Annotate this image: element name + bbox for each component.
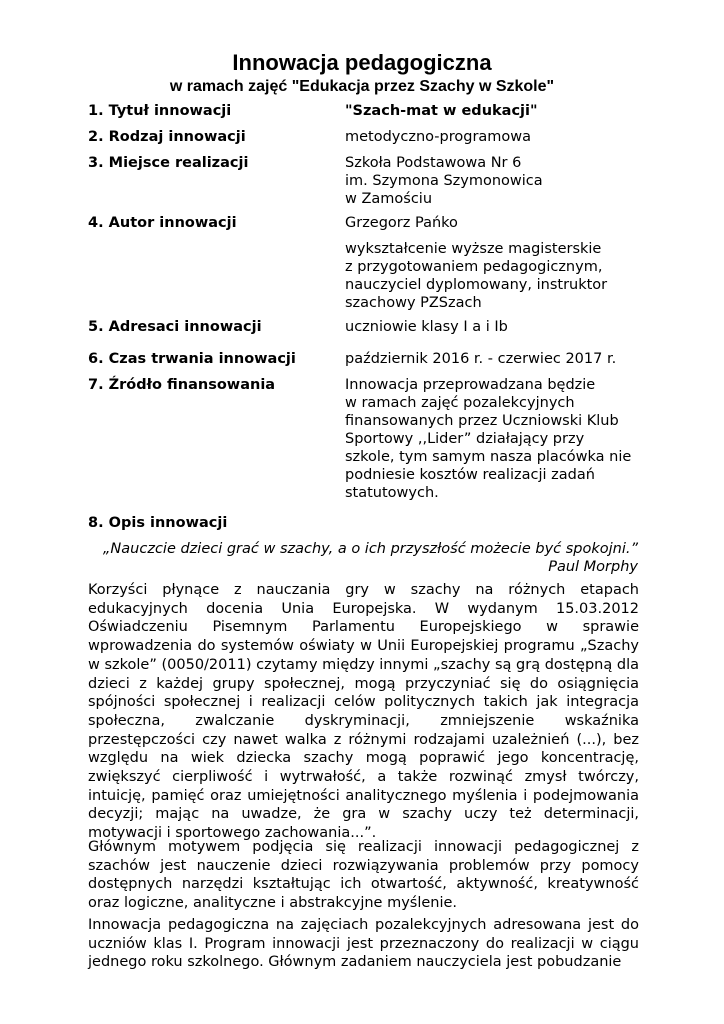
info-value: "Szach-mat w edukacji" xyxy=(345,103,538,119)
info-label: 1. Tytuł innowacji xyxy=(88,103,232,119)
info-label: 5. Adresaci innowacji xyxy=(88,319,262,335)
info-value: Szkoła Podstawowa Nr 6 im. Szymona Szymonowica w Zamościu xyxy=(345,155,543,207)
info-label: 7. Źródło finansowania xyxy=(88,377,276,393)
document-subtitle: w ramach zajęć "Edukacja przez Szachy w Szkole" xyxy=(169,78,555,95)
document-title: Innowacja pedagogiczna xyxy=(232,50,492,75)
info-label: 6. Czas trwania innowacji xyxy=(88,351,296,367)
info-value: Innowacja przeprowadzana będzie w ramach zajęć pozalekcyjnych finansowanych przez Uczniowski Klub Sportowy ,,Lider” działający przy szkole, tym samym nasza placówka nie podniesie kosztów realizacji zadań statutowych. xyxy=(345,377,632,501)
paragraph: Korzyści płynące z nauczania gry w szachy na różnych etapach edukacyjnych docenia Unia Europejska. W wydanym 15.03.2012 Oświadczeniu Pisemnym Parlamentu Europejskiego w sprawie wprowadzenia do systemów oświaty w Unii Europejskiej programu „Szachy w szkole” (0050/2011) czytamy między innymi „szachy są grą dostępną dla dzieci z każdej grupy społecznej, mogą przyczyniać się do osiągnięcia spójności społecznej i realizacji celów politycznych takich jak integracja społeczna, zwalczanie dyskryminacji, zmniejszenie wskaźnika przestępczości czy nawet walka z różnymi rodzajami uzależnień (...), bez względu na wiek dziecka szachy mogą poprawić jego koncentrację, zwiększyć cierpliwość i wytrwałość, a także rozwinąć zmysł twórczy, intuicję, pamięć oraz umiejętności analitycznego myślenia i podejmowania decyzji; mając na uwadze, że gra w szachy uczy też determinacji, motywacji i sportowego zachowania...”. xyxy=(88,582,639,842)
info-label: 3. Miejsce realizacji xyxy=(88,155,249,171)
paragraph: Głównym motywem podjęcia się realizacji innowacji pedagogicznej z szachów jest nauczenie dzieci rozwiązywania problemów przy pomocy dostępnych narzędzi kształtując ich otwartość, aktywność, kreatywność oraz logiczne, analityczne i abstrakcyjne myślenie. xyxy=(88,839,639,912)
quote-author: Paul Morphy xyxy=(548,559,638,575)
info-value: wykształcenie wyższe magisterskie z przygotowaniem pedagogicznym, nauczyciel dyplomowany, instruktor szachowy PZSzach xyxy=(345,241,608,311)
info-value: październik 2016 r. - czerwiec 2017 r. xyxy=(345,351,617,367)
motto-quote xyxy=(103,540,638,576)
info-value: uczniowie klasy I a i Ib xyxy=(345,319,508,335)
info-label: 4. Autor innowacji xyxy=(88,215,237,231)
info-value: Grzegorz Pańko xyxy=(345,215,458,231)
paragraph: Innowacja pedagogiczna na zajęciach pozalekcyjnych adresowana jest do uczniów klas I. Program innowacji jest przeznaczony do realizacji w ciągu jednego roku szkolnego. Głównym zadaniem nauczyciela jest pobudzanie xyxy=(88,917,639,971)
info-value: metodyczno-programowa xyxy=(345,129,532,145)
info-label: 2. Rodzaj innowacji xyxy=(88,129,246,145)
quote-text: „Nauczcie dzieci grać w szachy, a o ich przyszłość możecie być spokojni.” xyxy=(102,541,638,557)
section-heading: 8. Opis innowacji xyxy=(88,515,228,531)
